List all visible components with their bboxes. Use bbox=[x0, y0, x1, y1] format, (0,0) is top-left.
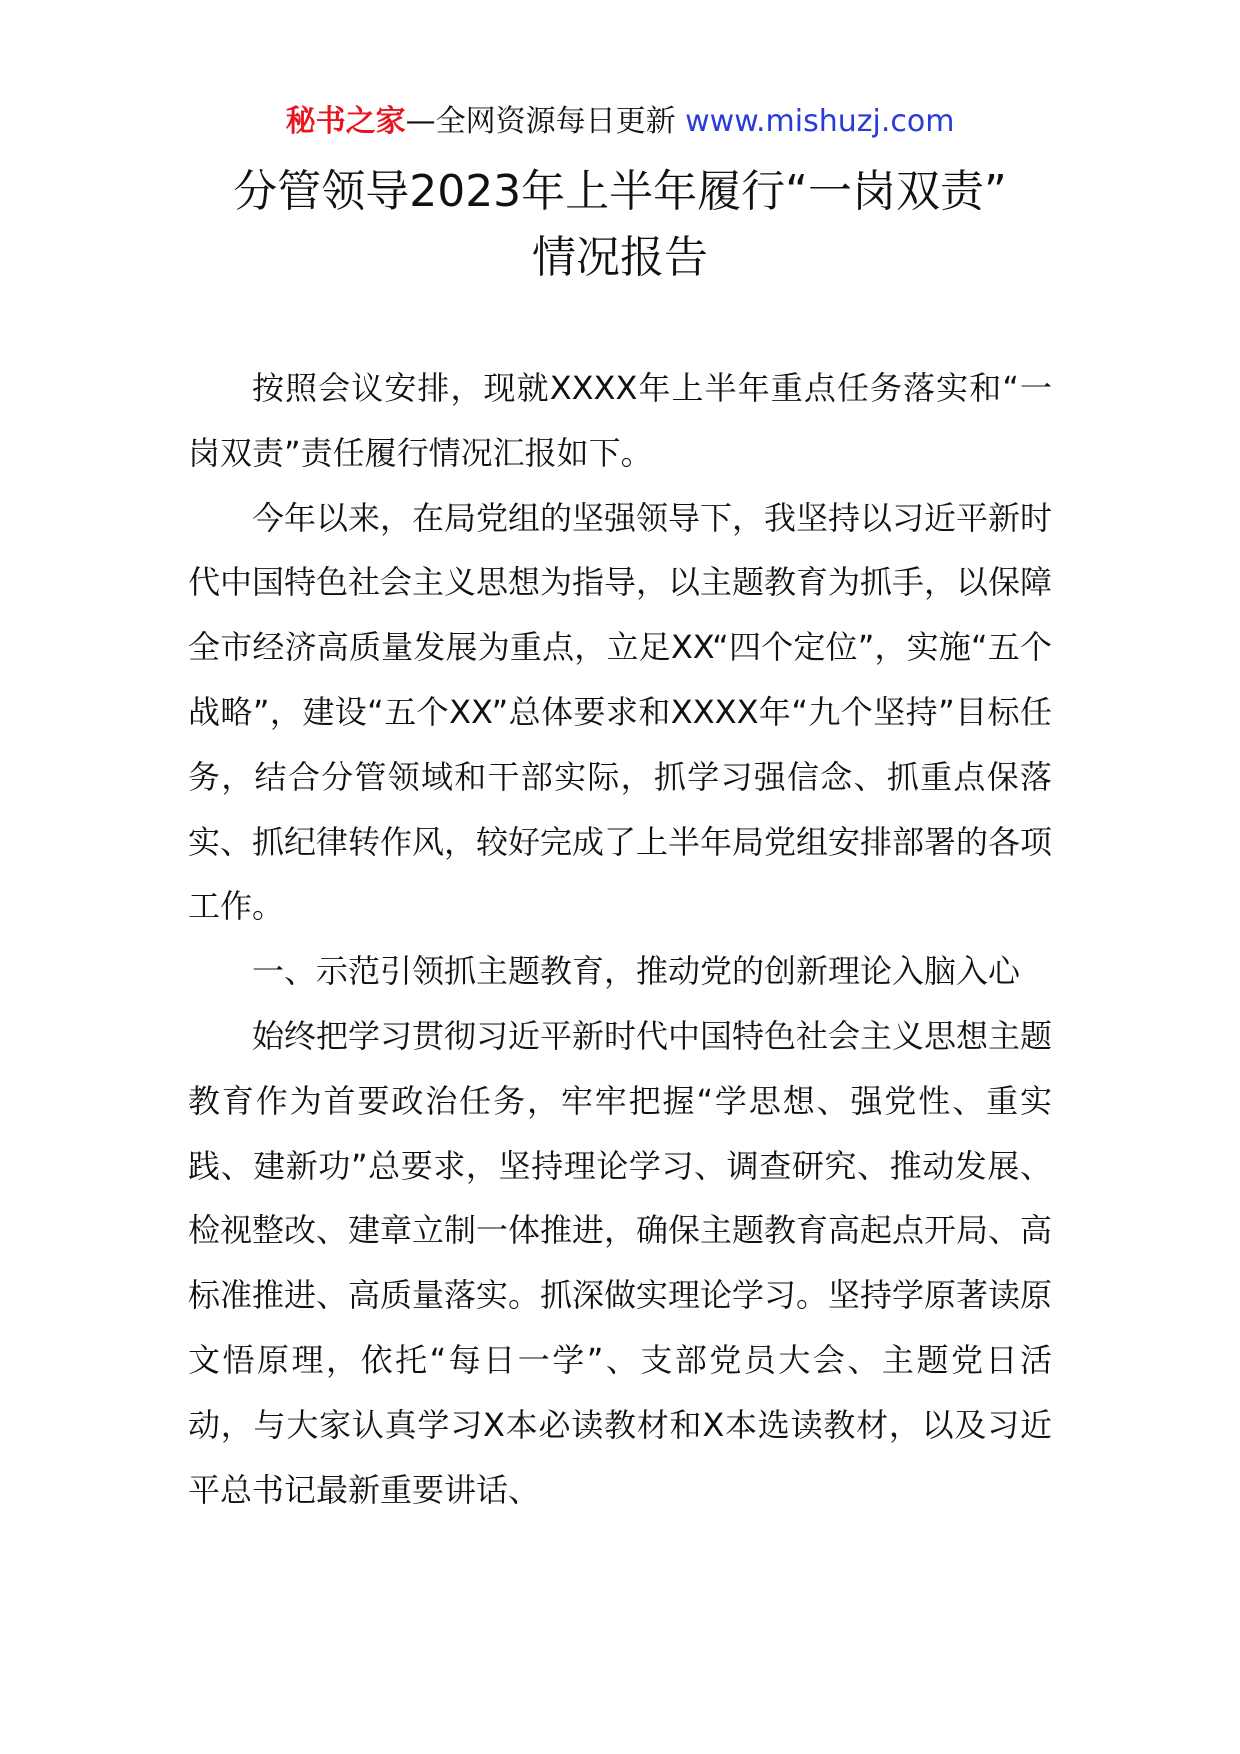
section-heading-1: 一、示范引领抓主题教育，推动党的创新理论入脑入心 bbox=[252, 952, 1021, 991]
intro-paragraph: 按照会议安排，现就XXXX年上半年重点任务落实和“一岗双责”责任履行情况汇报如下。 bbox=[188, 369, 1052, 472]
document-title-line-2: 情况报告 bbox=[532, 232, 708, 283]
section-1-paragraph: 始终把学习贯彻习近平新时代中国特色社会主义思想主题教育作为首要政治任务，牢牢把握“学思想、强党性、重实践、建新功”总要求，坚持理论学习、调查研究、推动发展、检视整改、建章立制一体推进，确保主题教育高起点开局、高标准推进、高质量落实。抓深做实理论学习。坚持学原著读原文悟原理，依托“每日一学”、支部党员大会、主题党日活动，与大家认真学习X本必读教材和X本选读教材，以及习近平总书记最新重要讲话、 bbox=[188, 1016, 1053, 1509]
header-tagline: —全网资源每日更新 bbox=[405, 104, 676, 139]
brand-name: 秘书之家 bbox=[285, 104, 406, 139]
site-url-link[interactable]: www.mishuzj.com bbox=[685, 104, 955, 139]
document-title-line-1: 分管领导2023年上半年履行“一岗双责” bbox=[233, 166, 1007, 217]
overview-paragraph: 今年以来，在局党组的坚强领导下，我坚持以习近平新时代中国特色社会主义思想为指导，以主题教育为抓手，以保障全市经济高质量发展为重点，立足XX“四个定位”，实施“五个战略”，建设“五个XX”总体要求和XXXX年“九个坚持”目标任务，结合分管领域和干部实际，抓学习强信念、抓重点保落实、抓纪律转作风，较好完成了上半年局党组安排部署的各项工作。 bbox=[188, 498, 1053, 926]
site-header bbox=[0, 102, 1240, 142]
document-body bbox=[188, 356, 1052, 1522]
